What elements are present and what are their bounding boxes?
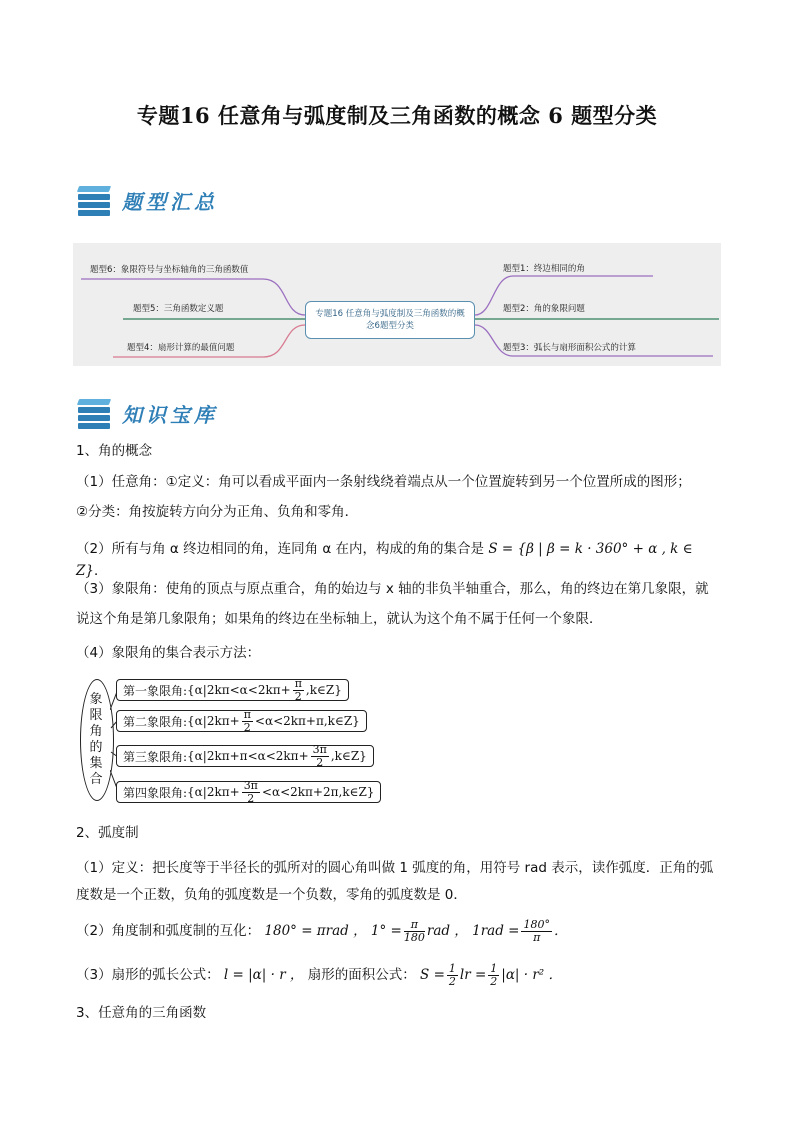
section-label: 知识宝库: [122, 402, 218, 427]
page-title: 专题16 任意角与弧度制及三角函数的概念 6 题型分类: [136, 103, 658, 128]
paragraph: （4）象限角的集合表示方法：: [76, 645, 261, 661]
paragraph-text: （2）角度制和弧度制的互化：: [76, 923, 261, 939]
paragraph-coterminal: （2）所有与角 α 终边相同的角，连同角 α 在内，构成的角的集合是 S = {β | β = k · 360° + α , k ∈ Z}．: [76, 541, 693, 579]
mindmap-center: 专题16 任意角与弧度制及三角函数的概念6题型分类: [305, 301, 475, 339]
paragraph: ②分类：角按旋转方向分为正角、负角和零角．: [76, 504, 359, 520]
mindmap-node-6: 题型6：象限符号与坐标轴角的三角函数值: [90, 265, 249, 275]
paragraph-text: 扇形的面积公式：: [307, 967, 416, 983]
quadrant-box: 第一象限角: {α|2kπ<α<2kπ+ $\frac{\pi}{2}$ ,k∈Z}: [116, 679, 349, 701]
paragraph-text: （3）扇形的弧长公式：: [76, 967, 220, 983]
formula-180: 180° = πrad ，: [264, 923, 367, 939]
books-icon: [76, 184, 114, 216]
formula-1rad: 1rad = $\frac{180^\circ}{\pi}$ ．: [472, 918, 568, 944]
mind-map: [73, 243, 721, 366]
paragraph: （3）象限角：使角的顶点与原点重合，角的始边与 x 轴的非负半轴重合，那么，角的终边在第几象限，就: [76, 581, 709, 597]
section-label: 题型汇总: [122, 189, 218, 214]
paragraph: （1）定义：把长度等于半径长的弧所对的圆心角叫做 1 弧度的角，用符号 rad 表示，读作弧度．正角的弧: [76, 860, 714, 876]
paragraph: 度数是一个正数，负角的弧度数是一个负数，零角的弧度数是 0．: [76, 887, 467, 903]
mindmap-node-2: 题型2：角的象限问题: [503, 304, 585, 314]
section-header-knowledge: [76, 396, 218, 430]
paragraph-sector: [76, 963, 726, 988]
mindmap-node-4: 题型4：扇形计算的最值问题: [127, 343, 235, 353]
mindmap-node-3: 题型3：弧长与扇形面积公式的计算: [503, 343, 636, 353]
mindmap-node-1: 题型1：终边相同的角: [503, 264, 585, 274]
section-header-summary: [76, 183, 218, 217]
quadrant-set-label: 象限角的集合: [89, 692, 103, 787]
quadrant-box: 第四象限角: {α|2kπ+ $\frac{3\pi}{2}$ <α<2kπ+2π,k∈Z}: [116, 781, 381, 803]
formula-1deg: 1° = $\frac{\pi}{180}$ rad ，: [370, 918, 468, 944]
heading-radian: 2、弧度制: [76, 825, 139, 841]
quadrant-box: 第二象限角: {α|2kπ+ $\frac{\pi}{2}$ <α<2kπ+π,k∈Z}: [116, 710, 367, 732]
heading-trig-functions: 3、任意角的三角函数: [76, 1005, 207, 1021]
formula-sector-area: S = $\frac{1}{2}$ lr = $\frac{1}{2}$ |α| · r² ．: [420, 962, 563, 988]
books-icon: [76, 397, 114, 429]
heading-angle-concept: 1、角的概念: [76, 443, 153, 459]
paragraph: （1）任意角：①定义：角可以看成平面内一条射线绕着端点从一个位置旋转到另一个位置所成的图形；: [76, 474, 691, 490]
paragraph-conversion: [76, 919, 726, 944]
formula-coterminal-set: S = {β | β = k · 360° + α , k ∈ Z}: [76, 541, 693, 579]
mindmap-node-5: 题型5：三角函数定义题: [133, 304, 224, 314]
paragraph-text: （2）所有与角 α 终边相同的角，连同角 α 在内，构成的角的集合是: [76, 541, 485, 557]
formula-arc-length: l = |α| · r ，: [223, 967, 304, 983]
paragraph: 说这个角是第几象限角；如果角的终边在坐标轴上，就认为这个角不属于任何一个象限．: [76, 611, 603, 627]
quadrant-box: 第三象限角: {α|2kπ+π<α<2kπ+ $\frac{3\pi}{2}$ ,k∈Z}: [116, 745, 374, 767]
